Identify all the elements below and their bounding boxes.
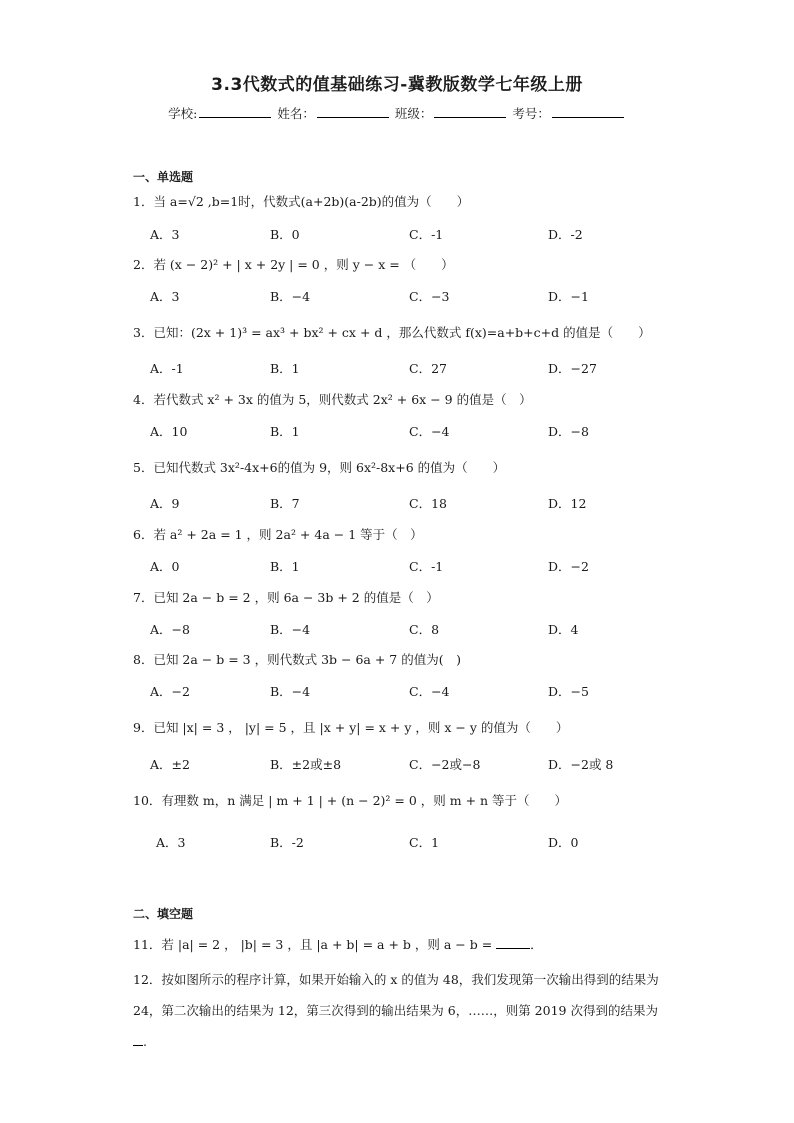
question-3: 3．已知：(2x + 1)³ = ax³ + bx² + cx + d ，那么代数式 f(x)=a+b+c+d 的值是（ ） (133, 325, 651, 340)
question-12 (133, 964, 663, 1057)
option-a[interactable]: A．±2 (150, 757, 190, 772)
option-b[interactable]: B．-2 (270, 835, 304, 850)
option-a[interactable]: A．3 (156, 835, 186, 850)
option-a[interactable]: A．10 (150, 424, 188, 439)
option-a[interactable]: A．9 (150, 496, 180, 511)
option-b[interactable]: B．0 (270, 227, 300, 242)
option-a[interactable]: A．0 (150, 559, 180, 574)
option-c[interactable]: C．1 (409, 835, 440, 850)
option-b[interactable]: B．−4 (270, 622, 311, 637)
option-d[interactable]: D．−27 (548, 361, 597, 376)
option-b[interactable]: B．1 (270, 559, 300, 574)
option-b[interactable]: B．±2或±8 (270, 757, 342, 772)
option-d[interactable]: D．−5 (548, 684, 589, 699)
question-12-suffix: . (143, 1034, 147, 1049)
option-b[interactable]: B．7 (270, 496, 300, 511)
option-c[interactable]: C．−3 (409, 289, 450, 304)
option-a[interactable]: A．-1 (150, 361, 184, 376)
question-11-text: 11．若 |a| = 2 ， |b| = 3 ，且 |a + b| = a + b ，则 a − b = (133, 937, 497, 952)
student-info-line (0, 104, 794, 122)
question-7: 7．已知 2a − b = 2 ，则 6a − 3b + 2 的值是（ ） (133, 590, 439, 605)
question-9: 9．已知 |x| = 3 ， |y| = 5 ，且 |x + y| = x + y ，则 x − y 的值为（ ） (133, 720, 569, 735)
question-2: 2．若 (x − 2)² + | x + 2y | = 0 ，则 y − x = （ ） (133, 257, 454, 272)
question-10: 10．有理数 m，n 满足 | m + 1 | + (n − 2)² = 0 ，则 m + n 等于（ ） (133, 793, 568, 808)
question-6: 6．若 a² + 2a = 1 ，则 2a² + 4a − 1 等于（ ） (133, 527, 423, 542)
option-d[interactable]: D．12 (548, 496, 587, 511)
question-11 (133, 935, 543, 953)
section-title-single-choice: 一、单选题 (133, 170, 194, 184)
option-b[interactable]: B．−4 (270, 289, 311, 304)
option-d[interactable]: D．−2或 8 (548, 757, 614, 772)
option-d[interactable]: D．0 (548, 835, 579, 850)
question-11-suffix: ． (530, 937, 543, 952)
page-title: 3.3代数式的值基础练习-冀教版数学七年级上册 (211, 75, 583, 95)
school-label: 学校: (168, 106, 198, 121)
option-d[interactable]: D．-2 (548, 227, 583, 242)
option-b[interactable]: B．1 (270, 424, 300, 439)
exam-no-blank[interactable] (552, 105, 624, 118)
name-blank[interactable] (317, 105, 389, 118)
school-blank[interactable] (199, 105, 271, 118)
option-c[interactable]: C．-1 (409, 227, 444, 242)
exam-no-label: 考号： (512, 106, 550, 121)
option-c[interactable]: C．−4 (409, 424, 450, 439)
option-d[interactable]: D．−1 (548, 289, 589, 304)
option-a[interactable]: A．−8 (150, 622, 190, 637)
option-c[interactable]: C．18 (409, 496, 447, 511)
option-a[interactable]: A．3 (150, 227, 180, 242)
option-c[interactable]: C．27 (409, 361, 447, 376)
question-5: 5．已知代数式 3x²-4x+6的值为 9，则 6x²-8x+6 的值为（ ） (133, 460, 506, 475)
option-c[interactable]: C．−2或−8 (409, 757, 481, 772)
question-1: 1．当 a=√2 ,b=1时，代数式(a+2b)(a-2b)的值为（ ） (133, 194, 470, 209)
option-b[interactable]: B．−4 (270, 684, 311, 699)
question-4: 4．若代数式 x² + 3x 的值为 5，则代数式 2x² + 6x − 9 的值是（ ） (133, 392, 532, 407)
question-8: 8．已知 2a − b = 3 ，则代数式 3b − 6a + 7 的值为( ) (133, 652, 461, 667)
option-c[interactable]: C．8 (409, 622, 440, 637)
option-d[interactable]: D．4 (548, 622, 579, 637)
section-title-fill-in: 二、填空题 (133, 907, 194, 921)
name-label: 姓名： (277, 106, 315, 121)
class-label: 班级： (394, 106, 433, 121)
option-b[interactable]: B．1 (270, 361, 300, 376)
option-a[interactable]: A．−2 (150, 684, 190, 699)
question-12-text: 12．按如图所示的程序计算，如果开始输入的 x 的值为 48，我们发现第一次输出得到的结果为 24，第二次输出的结果为 12，第三次得到的输出结果为 6，……，则第 2019 次得到的结果为 (133, 972, 659, 1018)
option-c[interactable]: C．-1 (409, 559, 444, 574)
option-d[interactable]: D．−2 (548, 559, 589, 574)
option-a[interactable]: A．3 (150, 289, 180, 304)
option-c[interactable]: C．−4 (409, 684, 450, 699)
class-blank[interactable] (434, 105, 506, 118)
answer-blank[interactable] (496, 937, 530, 949)
option-d[interactable]: D．−8 (548, 424, 589, 439)
answer-blank[interactable] (133, 1034, 143, 1046)
